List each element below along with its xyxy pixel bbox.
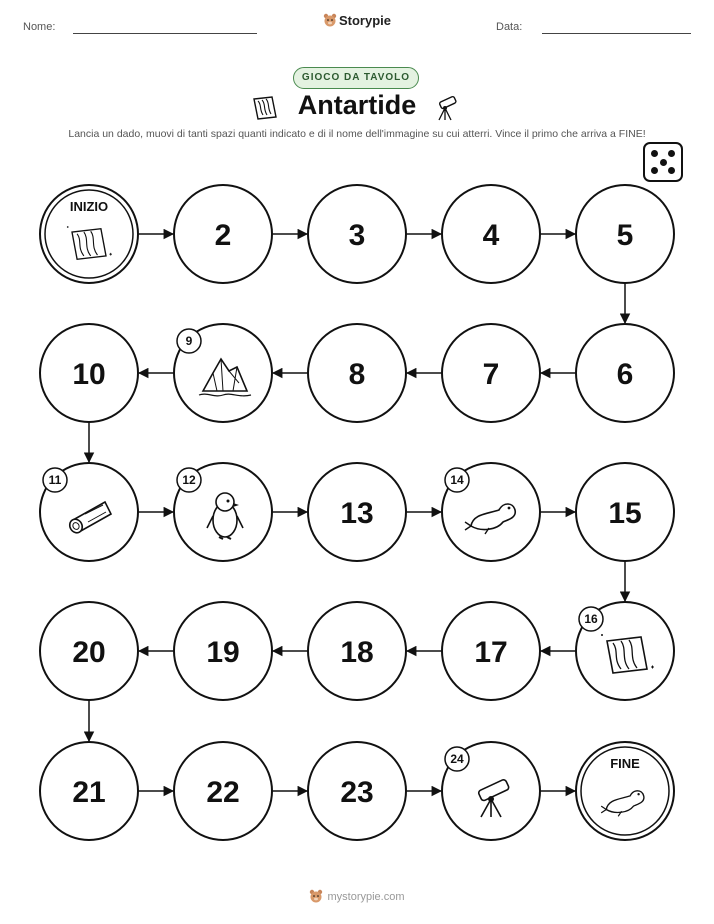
date-label: Data: [496, 21, 523, 33]
space-number: 20 [72, 636, 106, 669]
space-number-badge-label: 11 [48, 473, 62, 487]
space-number: 21 [72, 776, 106, 809]
board-space-22 [174, 742, 272, 840]
instructions-text: Lancia un dado, muovi di tanti spazi quanti indicato e di il nome dell'immagine su cui atterri. Vince il primo che arriva a FINE! [68, 128, 646, 140]
board-space-14 [442, 463, 540, 561]
board-space-2 [174, 185, 272, 283]
board-space-23 [308, 742, 406, 840]
board-space-10 [40, 324, 138, 422]
space-number: 15 [608, 497, 642, 530]
board-space-18 [308, 602, 406, 700]
space-number-badge-label: 14 [450, 473, 464, 487]
space-number-badge-label: 24 [450, 752, 464, 766]
board-space-1 [40, 185, 138, 283]
space-caption: FINE [610, 756, 640, 771]
board-space-13 [308, 463, 406, 561]
brand-name: Storypie [338, 13, 391, 28]
board-space-15 [576, 463, 674, 561]
space-caption: INIZIO [69, 199, 109, 214]
space-number: 18 [340, 636, 374, 669]
board-space-3 [308, 185, 406, 283]
space-number: 13 [340, 497, 374, 530]
space-number: 8 [348, 358, 366, 391]
space-number: 10 [72, 358, 106, 391]
space-number: 6 [616, 358, 634, 391]
footer-url: mystorypie.com [327, 891, 405, 903]
space-number: 5 [616, 219, 634, 252]
space-number: 22 [206, 776, 240, 809]
board-space-24 [442, 742, 540, 840]
board-space-25 [576, 742, 674, 840]
page-title: Antartide [297, 90, 417, 120]
board-space-9 [174, 324, 272, 422]
board-space-21 [40, 742, 138, 840]
board-space-12 [174, 463, 272, 561]
board-space-11 [40, 463, 138, 561]
bear-logo-icon [309, 889, 323, 903]
footer [0, 889, 714, 903]
space-number: 3 [348, 219, 366, 252]
board-space-5 [576, 185, 674, 283]
board-space-7 [442, 324, 540, 422]
space-number: 23 [340, 776, 374, 809]
name-label: Nome: [23, 21, 56, 33]
space-number: 17 [474, 636, 508, 669]
category-badge: GIOCO DA TAVOLO [293, 67, 419, 89]
space-number-badge-label: 16 [584, 612, 598, 626]
space-number-badge-label: 12 [182, 473, 196, 487]
board-space-6 [576, 324, 674, 422]
board-space-19 [174, 602, 272, 700]
space-number: 2 [214, 219, 232, 252]
board-space-4 [442, 185, 540, 283]
board-space-17 [442, 602, 540, 700]
board-space-8 [308, 324, 406, 422]
space-number: 7 [482, 358, 500, 391]
space-number: 19 [206, 636, 240, 669]
board-space-16 [576, 602, 674, 700]
board-space-20 [40, 602, 138, 700]
space-number: 4 [482, 219, 500, 252]
space-number-badge-label: 9 [185, 334, 193, 348]
